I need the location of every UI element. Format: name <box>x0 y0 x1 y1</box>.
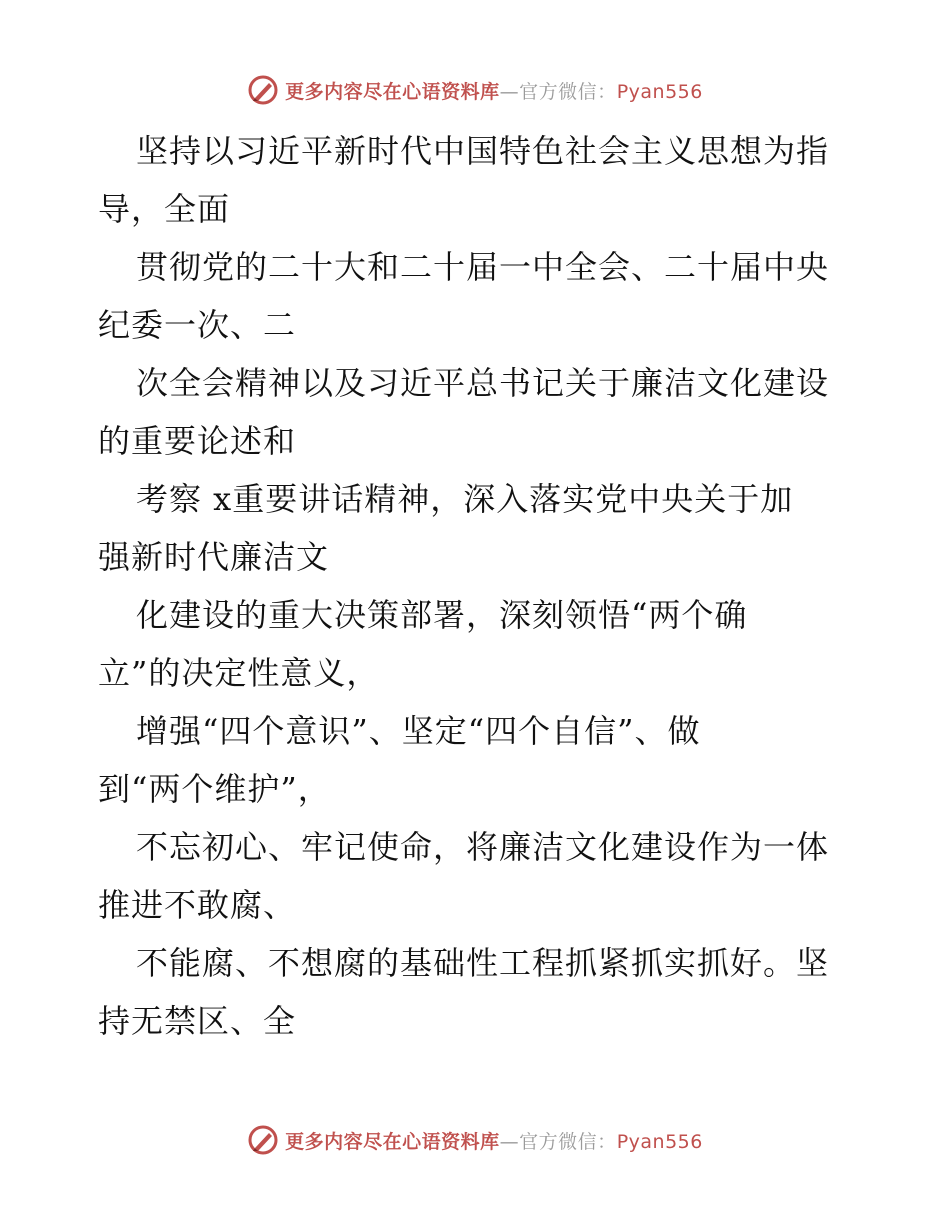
paragraph <box>98 470 858 586</box>
watermark-text <box>285 1127 703 1154</box>
paragraph <box>98 934 858 1050</box>
line-cont: 持无禁区、全 <box>98 1002 297 1040</box>
paragraph <box>98 702 858 818</box>
line-cont: 立”的决定性意义， <box>98 654 380 692</box>
header-watermark <box>0 70 950 110</box>
line-cont: 到“两个维护”， <box>98 770 331 808</box>
line-first: 增强“四个意识”、坚定“四个自信”、做 <box>136 712 701 750</box>
paragraph <box>98 238 858 354</box>
watermark-text <box>285 77 703 104</box>
line-first: 不能腐、不想腐的基础性工程抓紧抓实抓好。坚 <box>136 944 830 982</box>
paragraph <box>98 122 858 238</box>
document-body <box>98 122 858 1050</box>
paragraph <box>98 586 858 702</box>
line-first: 化建设的重大决策部署，深刻领悟“两个确 <box>136 596 748 634</box>
watermark-id: Pyan556 <box>616 1130 703 1153</box>
line-first: 考察 x重要讲话精神，深入落实党中央关于加 <box>136 480 794 518</box>
line-first: 坚持以习近平新时代中国特色社会主义思想为指 <box>136 132 830 170</box>
watermark-dash: —官方微信： <box>499 80 617 103</box>
watermark-dash: —官方微信： <box>499 1130 617 1153</box>
line-first: 不忘初心、牢记使命，将廉洁文化建设作为一体 <box>136 828 830 866</box>
paragraph <box>98 354 858 470</box>
paragraph <box>98 818 858 934</box>
line-cont: 纪委一次、二 <box>98 306 297 344</box>
line-cont: 强新时代廉洁文 <box>98 538 330 576</box>
line-cont: 推进不敢腐、 <box>98 886 297 924</box>
line-cont: 导，全面 <box>98 190 231 228</box>
line-first: 次全会精神以及习近平总书记关于廉洁文化建设 <box>136 364 830 402</box>
watermark-main: 更多内容尽在心语资料库 <box>285 1130 500 1153</box>
footer-watermark <box>0 1120 950 1160</box>
pen-logo-icon <box>247 74 279 106</box>
line-cont: 的重要论述和 <box>98 422 297 460</box>
watermark-main: 更多内容尽在心语资料库 <box>285 80 500 103</box>
watermark-id: Pyan556 <box>616 80 703 103</box>
pen-logo-icon <box>247 1124 279 1156</box>
line-first: 贯彻党的二十大和二十届一中全会、二十届中央 <box>136 248 830 286</box>
